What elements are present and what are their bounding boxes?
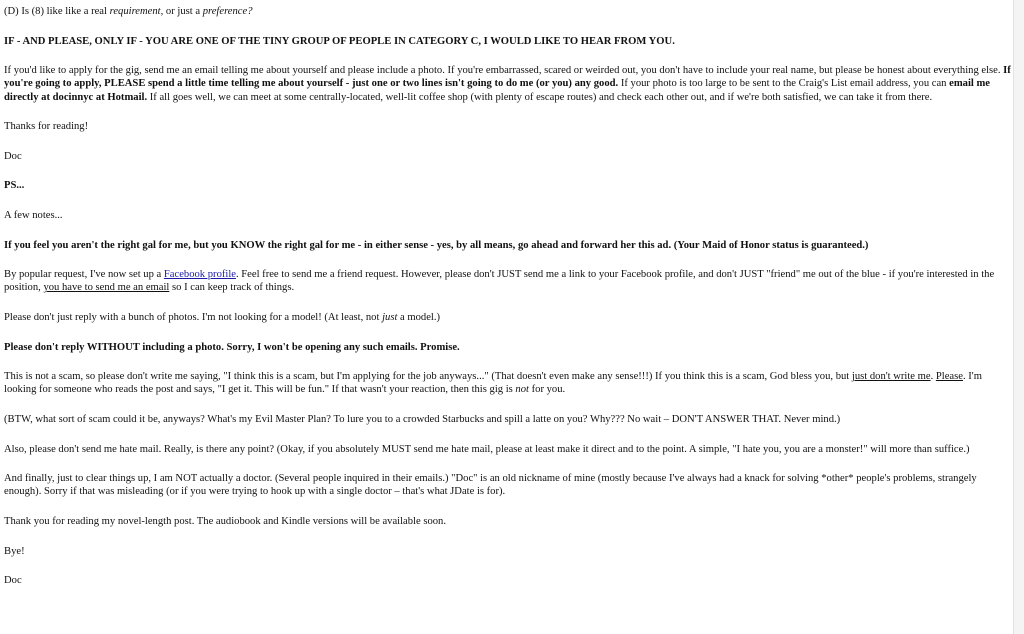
how-to-apply-text-2: If your photo is too large to be sent to the Craig's List email address, you can <box>618 78 950 90</box>
facebook-text: By popular request, I've now set up a <box>4 269 164 281</box>
bye-line: Bye! <box>4 545 25 557</box>
photo-required-text: Please don't reply WITHOUT including a photo. Sorry, I won't be opening any such emails. Promise. <box>4 341 460 353</box>
photos-paragraph <box>4 311 1014 324</box>
photo-required-paragraph <box>4 341 1014 354</box>
how-to-apply-paragraph <box>4 64 1014 104</box>
photos-emphasis-just: just <box>382 311 398 323</box>
facebook-paragraph <box>4 268 1014 294</box>
thank-you-paragraph: Thank you for reading my novel-length post. The audiobook and Kindle versions will be available soon. <box>4 515 446 527</box>
thanks-line: Thanks for reading! <box>4 121 89 133</box>
email-contact-bold: email me directly at docinnyc at Hotmail. <box>4 78 991 103</box>
category-c-headline-text: IF - AND PLEASE, ONLY IF - YOU ARE ONE OF THE TINY GROUP OF PEOPLE IN CATEGORY C, I WOULD LIKE TO HEAR FROM YOU. <box>4 35 675 47</box>
not-a-scam-text-2: . <box>930 371 936 383</box>
please-underlined: Please <box>935 371 963 383</box>
post-body <box>4 5 1014 604</box>
how-to-apply-text: If you'd like to apply for the gig, send me an email telling me about yourself and please include a photo. If you're embarrassed, scared or weirded out, you don't have to include your real name, but please be honest about everything else. <box>4 65 1004 77</box>
facebook-text-2: . Feel free to send me a friend request. However, please don't JUST send me a link to your Facebook profile, and don't JUST "friend" me out of the blue - if you're interested in the position, <box>4 269 995 294</box>
ps-heading-text: PS... <box>4 180 25 192</box>
facebook-text-3: so I can keep track of things. <box>169 282 295 294</box>
question-d-emphasis-preference: preference? <box>202 6 253 17</box>
forward-ad-text: If you feel you aren't the right gal for me, but you KNOW the right gal for me - in either sense - yes, by all means, go ahead and forward her this ad. (Your Maid of Honor status is guaranteed.) <box>4 239 869 251</box>
signature-doc: Doc <box>4 150 22 162</box>
hate-mail-paragraph: Also, please don't send me hate mail. Really, is there any point? (Okay, if you absolutely MUST send me hate mail, please at least make it direct and to the point. A simple, "I hate you, you are a monster!" will more than suffice.) <box>4 443 970 455</box>
question-d <box>4 5 1014 18</box>
notes-intro: A few notes... <box>4 209 63 221</box>
ps-heading <box>4 179 1014 192</box>
not-a-scam-text: This is not a scam, so please don't write me saying, "I think this is a scam, but I'm applying for the job anyways..." (That doesn't even make any sense!!!) If you think this is a scam, God bless you, but <box>4 371 852 383</box>
question-d-text: (D) Is (8) like like a real <box>4 6 110 17</box>
photos-text: Please don't just reply with a bunch of photos. I'm not looking for a model! (At least, not <box>4 311 383 323</box>
dont-write-me-underlined: just don't write me <box>851 371 931 383</box>
not-a-scam-text-3: . I'm looking for someone who reads the post and says, "I get it. This will be fun." If that wasn't your reaction, then this gig is <box>4 371 982 396</box>
photos-text-2: a model.) <box>397 311 441 323</box>
not-a-scam-paragraph <box>4 370 1014 396</box>
how-to-apply-text-3: If all goes well, we can meet at some centrally-located, well-lit coffee shop (with plenty of escape routes) and check each other out, and if we're both satisfied, we can take it from there. <box>147 91 933 103</box>
vertical-scrollbar[interactable] <box>1013 0 1024 634</box>
facebook-profile-link[interactable]: Facebook profile <box>163 269 236 281</box>
forward-ad-paragraph <box>4 239 1014 252</box>
category-c-headline <box>4 35 1014 48</box>
not-a-scam-text-4: for you. <box>528 384 566 396</box>
not-a-doctor-paragraph: And finally, just to clear things up, I am NOT actually a doctor. (Several people inquired in their emails.) "Doc" is an old nickname of mine (mostly because I've always had a knack for solving *other* people's problems, strangely enough). Sorry if that was misleading (or if you were trying to hook up with a single doctor – that's what JDate is for). <box>4 473 977 498</box>
final-signature-doc: Doc <box>4 575 22 587</box>
question-d-text-2: or just a <box>163 6 203 17</box>
how-to-apply-bold-request: If you're going to apply, PLEASE spend a little time telling me about yourself - just one or two lines isn't going to do me (or you) any good. <box>4 65 1011 90</box>
send-email-underlined: you have to send me an email <box>43 282 170 294</box>
btw-scam-paragraph: (BTW, what sort of scam could it be, anyways? What's my Evil Master Plan? To lure you to a crowded Starbucks and spill a latte on you? Why??? No wait – DON'T ANSWER THAT. Never mind.) <box>4 413 841 425</box>
question-d-emphasis-requirement: requirement, <box>109 6 164 17</box>
not-emphasis: not <box>515 384 529 396</box>
